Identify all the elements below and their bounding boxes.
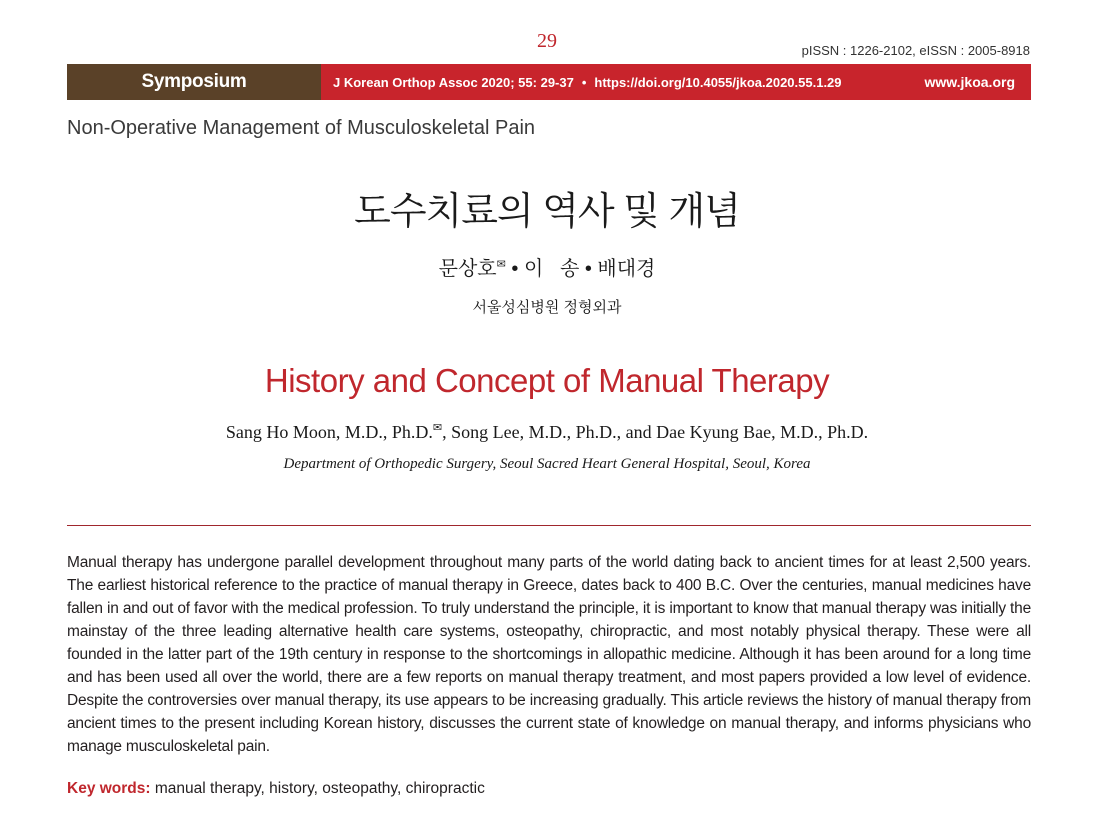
author-name: 문상호 xyxy=(438,258,497,280)
correspondence-mail-icon: ✉ xyxy=(432,422,443,434)
author-separator: • xyxy=(579,258,598,280)
issn-line: pISSN : 1226-2102, eISSN : 2005-8918 xyxy=(801,43,1030,58)
keywords-label: Key words: xyxy=(67,780,151,797)
author-name: 이 송 xyxy=(523,258,580,280)
header-banner xyxy=(67,64,1031,100)
abstract-text: Manual therapy has undergone parallel development throughout many parts of the world dating back to ancient times for at least 2,500 years. The earliest historical reference to the practice of manual therapy in Greece, dates back to 400 B.C. Over the centuries, manual medicines have fallen in and out of favor with the medical profession. To truly understand the principle, it is important to know that manual therapy was initially the mainstay of the three leading alternative health care systems, osteopathy, chiropractic, and most notably physical therapy. These were all founded in the latter part of the 19th century in response to the shortcomings in allopathic medicine. Although it has been around for a long time and has been used all over the world, there are a few reports on manual therapy treatment, and most papers provided a low level of evidence. Despite the controversies over manual therapy, its use appears to be increasing gradually. This article reviews the history of manual therapy from ancient times to the present including Korean history, discusses the current state of knowledge on manual therapy, and informs physicians who manage musculoskeletal pain. xyxy=(67,554,1031,755)
author-name: Sang Ho Moon, M.D., Ph.D. xyxy=(225,422,433,442)
citation-bar xyxy=(321,64,1031,100)
website-link[interactable]: www.jkoa.org xyxy=(924,74,1015,90)
title-korean: 도수치료의 역사 및 개념 xyxy=(354,191,740,233)
doi-link[interactable]: https://doi.org/10.4055/jkoa.2020.55.1.29 xyxy=(594,74,842,90)
title-english: History and Concept of Manual Therapy xyxy=(264,362,830,399)
bullet-separator: • xyxy=(581,74,587,90)
keywords-list: manual therapy, history, osteopathy, chiropractic xyxy=(150,780,485,797)
keywords xyxy=(67,780,485,798)
author-name: 배대경 xyxy=(597,258,656,280)
page-number: 29 xyxy=(537,30,557,52)
author-separator: • xyxy=(505,258,524,280)
correspondence-mail-icon: ✉ xyxy=(496,258,506,271)
authors-korean xyxy=(0,252,1094,281)
authors-english xyxy=(0,421,1094,443)
section-label: Symposium xyxy=(67,64,321,100)
affiliation-korean: 서울성심병원 정형외과 xyxy=(472,299,622,316)
journal-citation: J Korean Orthop Assoc 2020; 55: 29-37 xyxy=(333,74,574,90)
divider xyxy=(67,525,1031,526)
affiliation-english: Department of Orthopedic Surgery, Seoul Sacred Heart General Hospital, Seoul, Korea xyxy=(283,456,811,472)
author-names-rest: , Song Lee, M.D., Ph.D., and Dae Kyung Bae, M.D., Ph.D. xyxy=(442,422,869,442)
article-category: Non-Operative Management of Musculoskeletal Pain xyxy=(67,117,536,139)
